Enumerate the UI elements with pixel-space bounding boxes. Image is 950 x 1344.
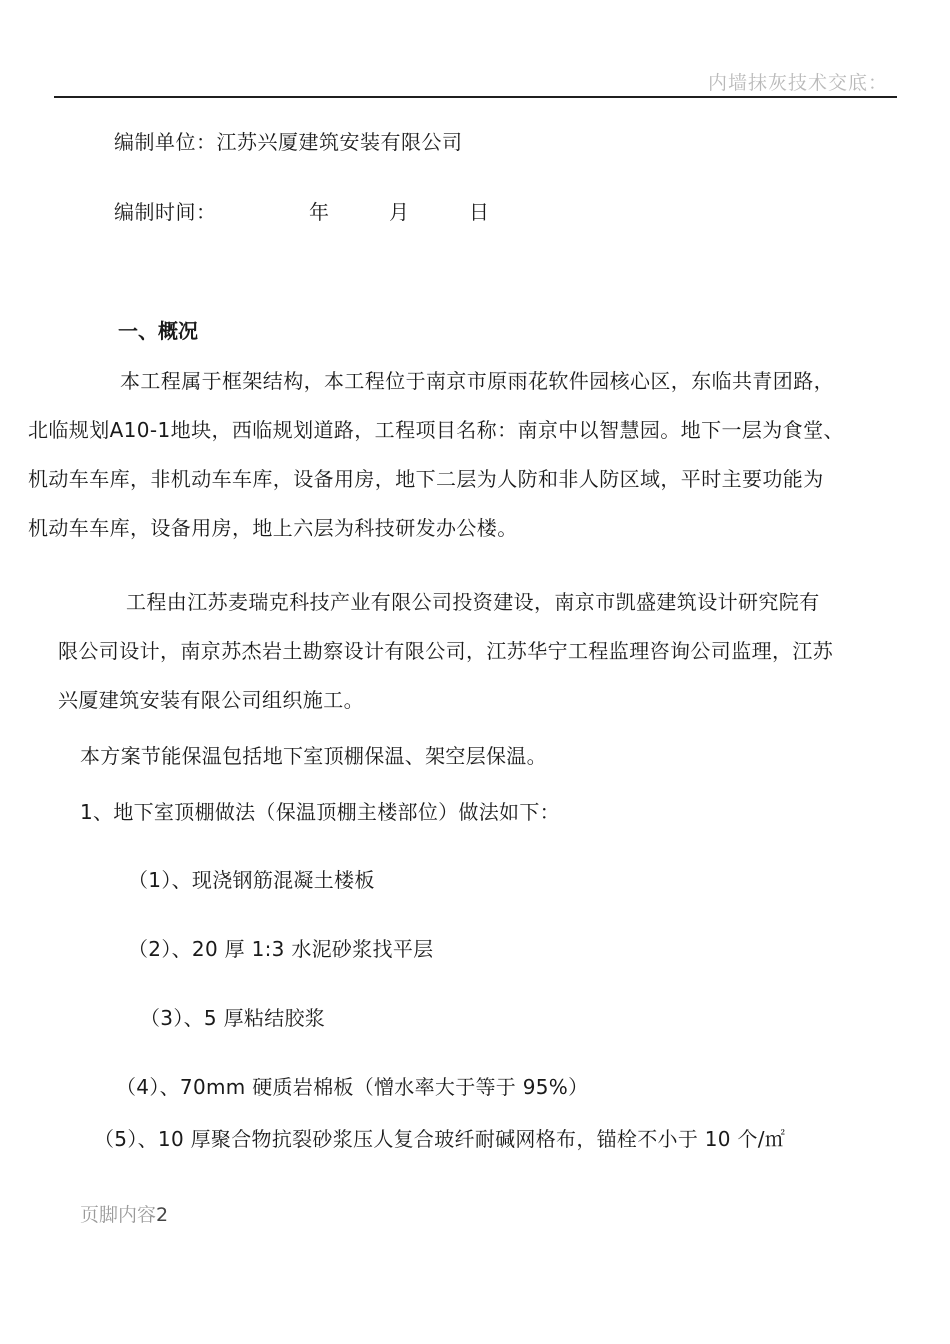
contractors-line: 限公司设计，南京苏杰岩土勘察设计有限公司，江苏华宁工程监理咨询公司监理，江苏 (58, 639, 834, 663)
overview-line: 机动车车库，非机动车车库，设备用房，地下二层为人防和非人防区域，平时主要功能为 (28, 467, 824, 491)
header-rule (54, 96, 897, 98)
contractors-line: 兴厦建筑安装有限公司组织施工。 (58, 688, 364, 712)
step-item: （1）、现浇钢筋混凝土楼板 (128, 868, 375, 892)
page-number: 2 (156, 1204, 169, 1226)
contractors-paragraph (58, 578, 833, 725)
step-item: （5）、10 厚聚合物抗裂砂浆压人复合玻纤耐碱网格布，锚栓不小于 10 个/㎡ (94, 1127, 786, 1151)
time-label: 编制时间： (114, 200, 217, 224)
section-heading: 一、概况 (118, 319, 198, 343)
overview-line: 本工程属于框架结构，本工程位于南京市原雨花软件园核心区，东临共青团路， (120, 369, 834, 393)
step-item: （3）、5 厚粘结胶浆 (140, 1006, 326, 1030)
overview-line: 北临规划A10-1地块，西临规划道路，工程项目名称：南京中以智慧园。地下一层为食堂、 (28, 418, 844, 442)
year-label: 年 (309, 200, 330, 224)
step-item: （2）、20 厚 1:3 水泥砂浆找平层 (128, 937, 434, 961)
overview-line: 机动车车库，设备用房，地上六层为科技研发办公楼。 (28, 516, 518, 540)
scope-paragraph: 本方案节能保温包括地下室顶棚保温、架空层保温。 (80, 744, 547, 768)
step-item: （4）、70mm 硬质岩棉板（憎水率大于等于 95%） (116, 1075, 589, 1099)
header-title: 内墙抹灰技术交底： (707, 72, 888, 94)
day-label: 日 (469, 200, 490, 224)
footer (80, 1200, 168, 1227)
month-label: 月 (389, 200, 410, 224)
overview-paragraph (28, 357, 844, 553)
item1-title: 1、地下室顶棚做法（保温顶棚主楼部位）做法如下： (80, 800, 560, 824)
org-label: 编制单位：江苏兴厦建筑安装有限公司 (114, 130, 463, 154)
contractors-line: 工程由江苏麦瑞克科技产业有限公司投资建设，南京市凯盛建筑设计研究院有 (126, 590, 820, 614)
footer-text: 页脚内容 (80, 1204, 157, 1226)
